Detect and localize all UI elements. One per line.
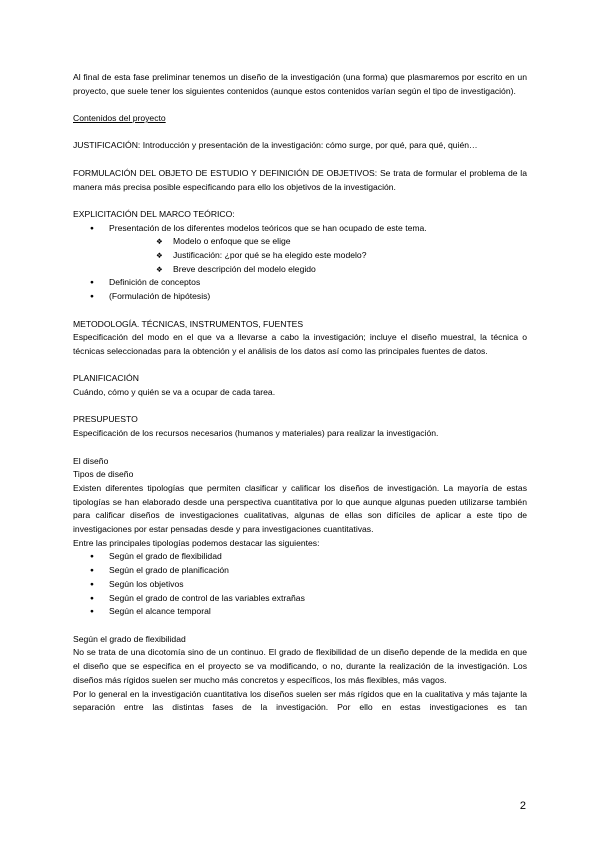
list-item: ● Según el alcance temporal bbox=[73, 605, 527, 619]
tipologias-list bbox=[73, 550, 527, 619]
intro-paragraph: Al final de esta fase preliminar tenemos un diseño de la investigación (una forma) que plasmaremos por escrito en un proyecto, que suele tener los siguientes contenidos (aunque estos contenidos varían según el tipo de investigación). bbox=[73, 72, 527, 96]
diseno-heading: El diseño bbox=[73, 455, 109, 466]
list-item: ● (Formulación de hipótesis) bbox=[73, 290, 527, 304]
list-item: ● Presentación de los diferentes modelos teóricos que se han ocupado de este tema. bbox=[73, 222, 527, 236]
presupuesto-paragraph: Especificación de los recursos necesarios (humanos y materiales) para realizar la investigación. bbox=[73, 428, 439, 439]
diseno-lead: Entre las principales tipologías podemos destacar las siguientes: bbox=[73, 537, 320, 548]
list-subitem: ❖ Justificación: ¿por qué se ha elegido este modelo? bbox=[73, 249, 527, 263]
flexibilidad-heading: Según el grado de flexibilidad bbox=[73, 633, 186, 644]
list-item: ● Según el grado de flexibilidad bbox=[73, 550, 527, 564]
flexibilidad-paragraph-2: Por lo general en la investigación cuantitativa los diseños suelen ser más rígidos que en la cualitativa y más tajante la separación entre las distintas fases de la investigación. Por ello en estas investigaciones es tan bbox=[73, 688, 527, 713]
marco-heading: EXPLICITACIÓN DEL MARCO TEÓRICO: bbox=[73, 208, 235, 219]
tipos-diseno-heading: Tipos de diseño bbox=[73, 469, 134, 480]
list-item: ● Definición de conceptos bbox=[73, 276, 527, 290]
metodologia-heading: METODOLOGÍA. TÉCNICAS, INSTRUMENTOS, FUENTES bbox=[73, 318, 304, 329]
justificacion-paragraph: JUSTIFICACIÓN: Introducción y presentación de la investigación: cómo surge, por qué, para qué, quién… bbox=[73, 140, 478, 151]
list-subitem: ❖ Breve descripción del modelo elegido bbox=[73, 263, 527, 277]
planificacion-heading: PLANIFICACIÓN bbox=[73, 373, 139, 384]
contents-heading: Contenidos del proyecto bbox=[73, 113, 166, 124]
list-item: ● Según el grado de planificación bbox=[73, 564, 527, 578]
page-body bbox=[73, 71, 527, 715]
metodologia-paragraph: Especificación del modo en el que va a llevarse a cabo la investigación; incluye el diseño muestral, la técnica o técnicas seleccionadas para la obtención y el análisis de los datos así como las principales fuentes de datos. bbox=[73, 332, 527, 356]
planificacion-paragraph: Cuándo, cómo y quién se va a ocupar de cada tarea. bbox=[73, 387, 276, 398]
list-item: ● Según el grado de control de las variables extrañas bbox=[73, 592, 527, 606]
list-subitem: ❖ Modelo o enfoque que se elige bbox=[73, 235, 527, 249]
list-item: ● Según los objetivos bbox=[73, 578, 527, 592]
presupuesto-heading: PRESUPUESTO bbox=[73, 414, 138, 425]
formulacion-paragraph: FORMULACIÓN DEL OBJETO DE ESTUDIO Y DEFINICIÓN DE OBJETIVOS: Se trata de formular el problema de la manera más precisa posible especificando para ello los objetivos de la investigación. bbox=[73, 167, 527, 192]
page-number: 2 bbox=[519, 800, 526, 812]
flexibilidad-paragraph-1: No se trata de una dicotomía sino de un continuo. El grado de flexibilidad de un diseño depende de la medida en que el diseño que se especifica en el proyecto se va modificando, o no, durante la realización de la investigación. Los diseños más rígidos suelen ser mucho más concretos y específicos, los más flexibles, más vagos. bbox=[73, 647, 527, 685]
marco-list bbox=[73, 222, 527, 304]
diseno-paragraph: Existen diferentes tipologías que permiten clasificar y calificar los diseños de investigación. La mayoría de estas tipologías se han elaborado desde una perspectiva cuantitativa por lo que aunque algunas pueden utilizarse también para calificar diseños de investigaciones cualitativas, algunas de ellas son difíciles de aplicar a este tipo de investigaciones por estar pensadas desde y para investigaciones cuantitativas. bbox=[73, 482, 527, 535]
